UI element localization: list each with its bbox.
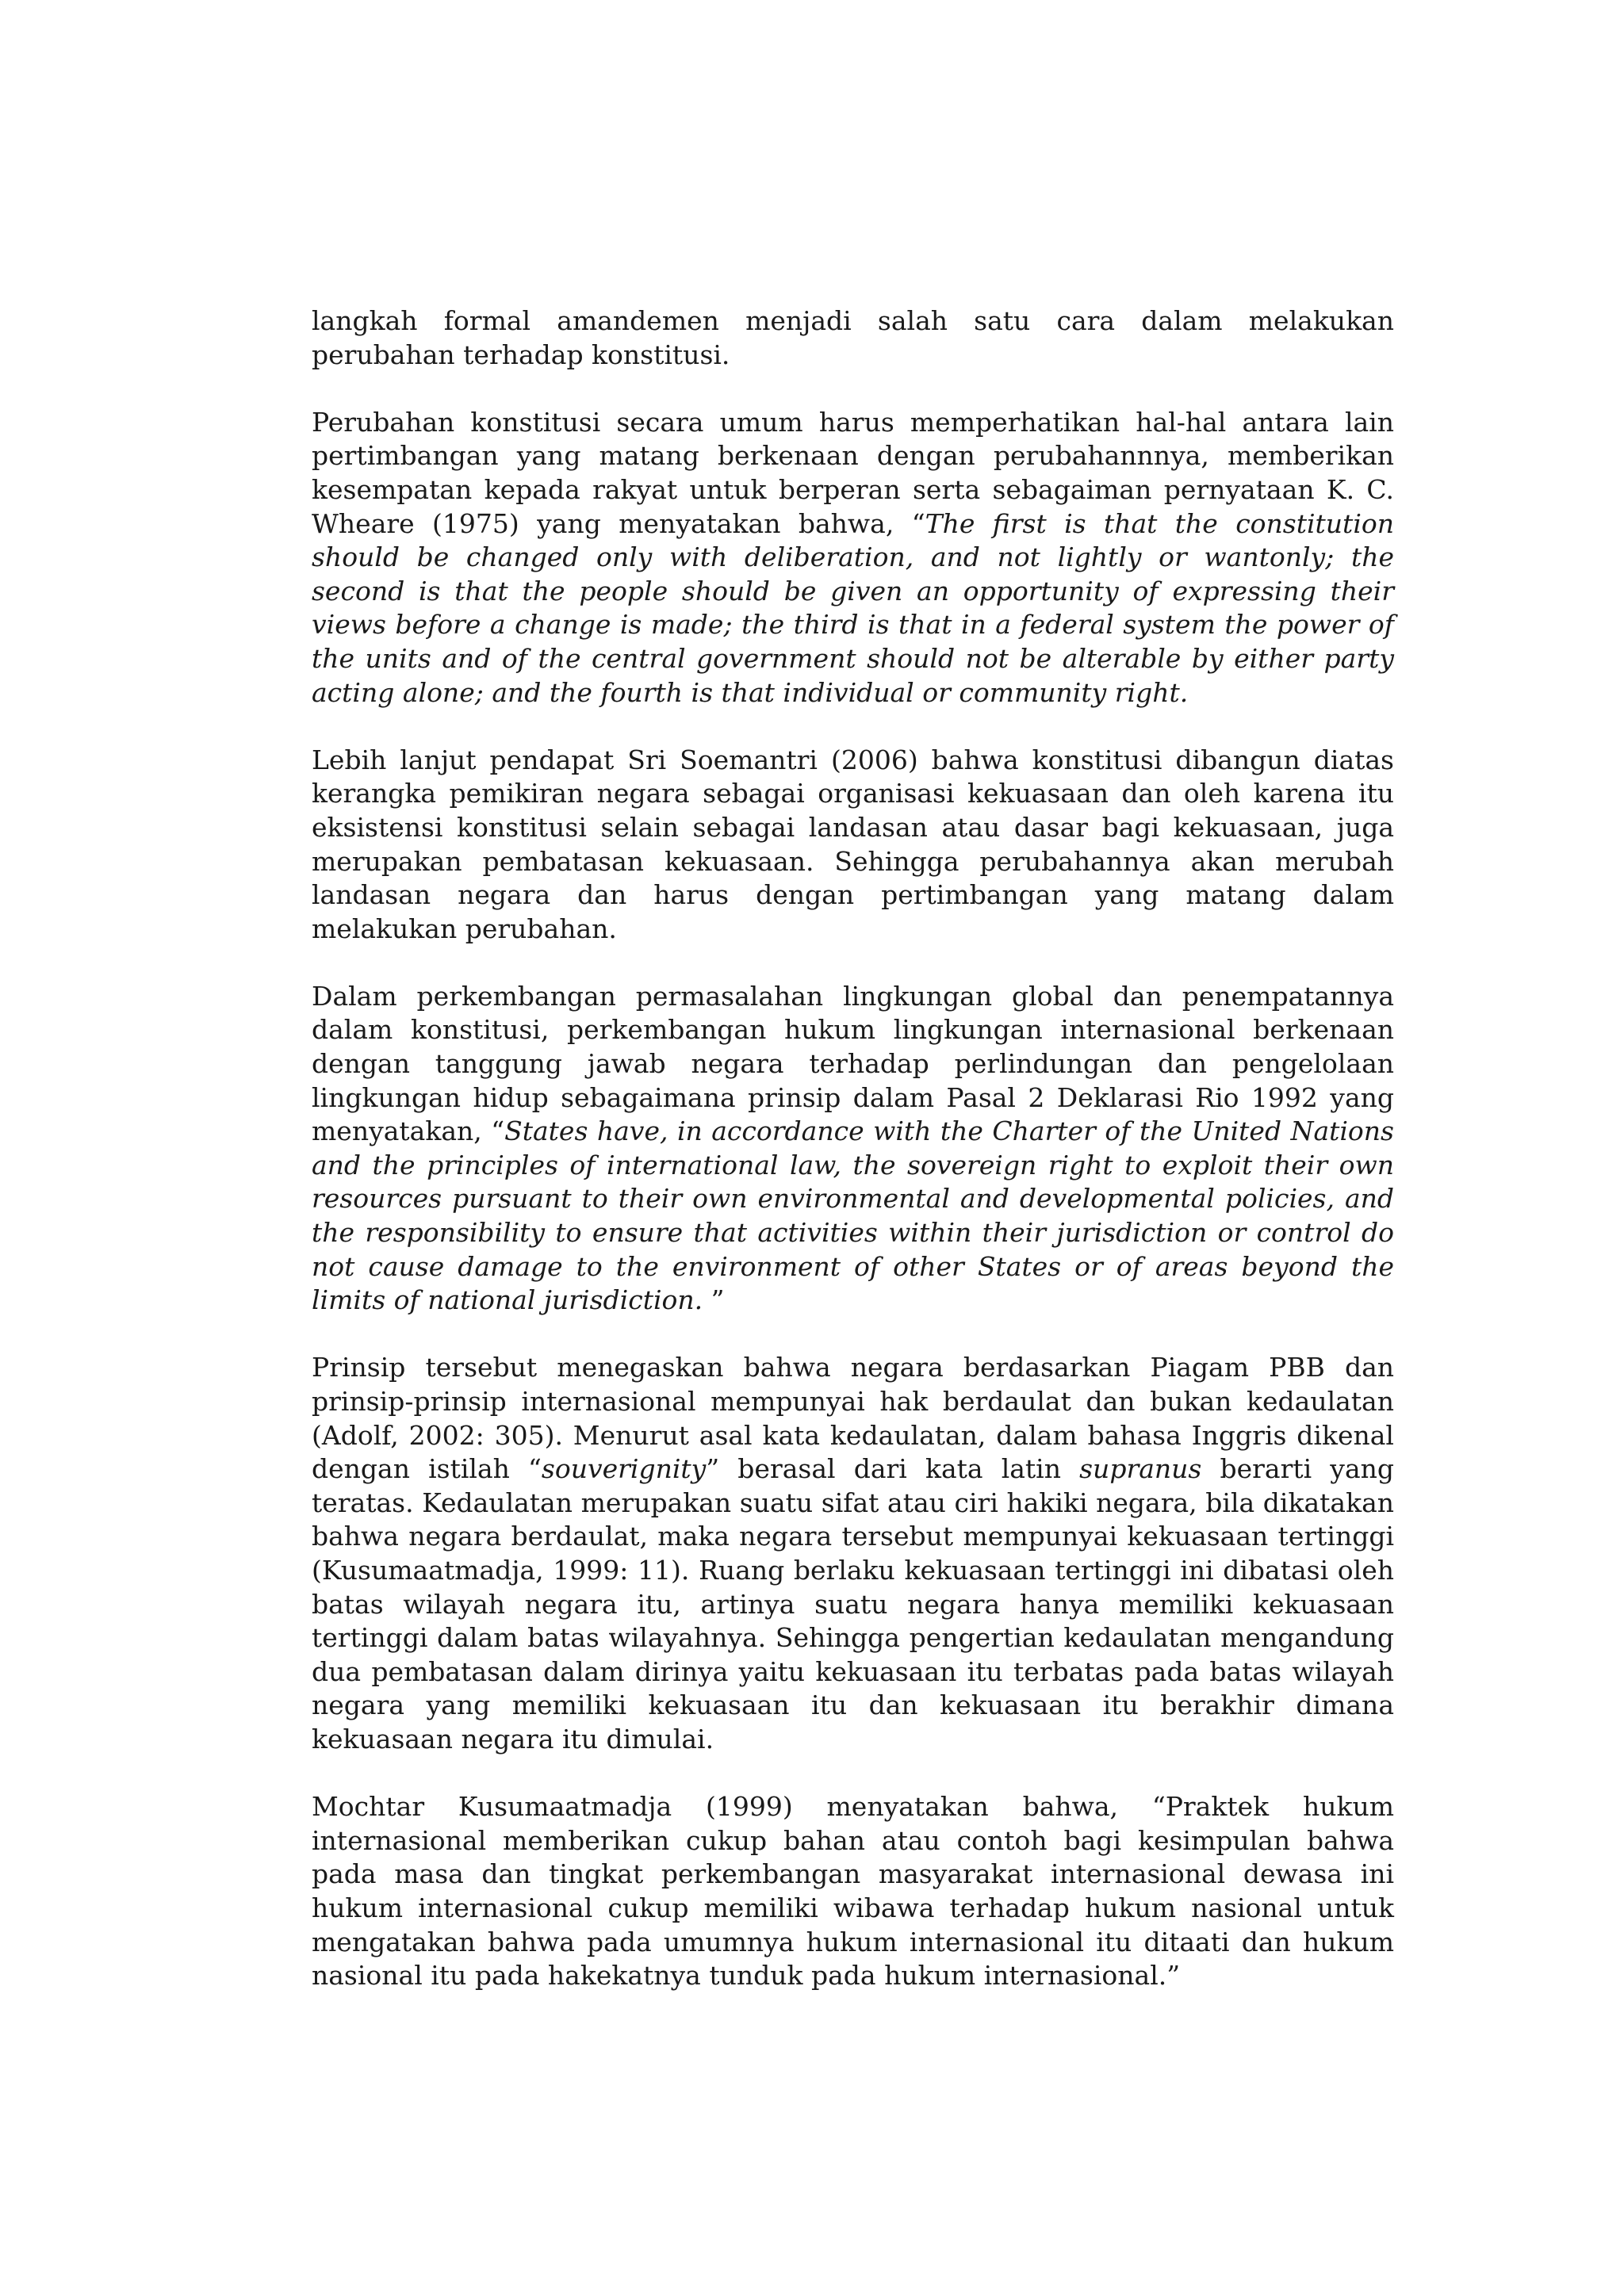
text-segment: ” [703, 1284, 725, 1316]
italic-term: souverignity [541, 1453, 707, 1485]
text-segment: berarti yang teratas. Kedaulatan merupakan suatu sifat atau ciri hakiki negara, bila dikatakan bahwa negara berdaulat, maka negara tersebut mempunyai kekuasaan tertinggi (Kusumaatmadja, 1999: 11). Ruang berlaku kekuasaan tertinggi ini dibatasi oleh batas wilayah negara itu, artinya suatu negara hanya memiliki kekuasaan tertinggi dalam batas wilayahnya. Sehingga pengertian kedaulatan mengandung dua pembatasan dalam dirinya yaitu kekuasaan itu terbatas pada batas wilayah negara yang memiliki kekuasaan itu dan kekuasaan itu berakhir dimana kekuasaan negara itu dimulai. [312, 1453, 1394, 1755]
paragraph-soemantri [312, 744, 1394, 947]
text-segment: ” berasal dari kata latin [706, 1453, 1080, 1485]
italic-quote: The first is that the constitution should be changed only with deliberation, and not lightly or wantonly; the second is that the people should be given an opportunity of expressing their views before a change is made; the third is that in a federal system the power of the units and of the central government should not be alterable by either party acting alone; and the fourth is that individual or community right. [312, 507, 1394, 708]
italic-quote: States have, in accordance with the Charter of the United Nations and the principles of international law, the sovereign right to exploit their own resources pursuant to their own environmental and developmental policies, and the responsibility to ensure that activities within their jurisdiction or control do not cause damage to the environment of other States or of areas beyond the limits of national jurisdiction. [312, 1115, 1394, 1316]
text-segment: Prinsip tersebut menegaskan bahwa negara berdasarkan Piagam PBB dan prinsip-prinsip internasional mempunyai hak berdaulat dan bukan kedaulatan (Adolf, 2002: 305). Menurut asal kata kedaulatan, dalam bahasa Inggris dikenal dengan istilah “ [312, 1352, 1394, 1485]
paragraph-rio-declaration [312, 980, 1394, 1318]
paragraph-kedaulatan [312, 1351, 1394, 1756]
text-segment: langkah formal amandemen menjadi salah satu cara dalam melakukan perubahan terhadap konstitusi. [312, 305, 1394, 370]
text-segment: Mochtar Kusumaatmadja (1999) menyatakan bahwa, “Praktek hukum internasional memberikan cukup bahan atau contoh bagi kesimpulan bahwa pada masa dan tingkat perkembangan masyarakat internasional dewasa ini hukum internasional cukup memiliki wibawa terhadap hukum nasional untuk mengatakan bahwa pada umumnya hukum internasional itu ditaati dan hukum nasional itu pada hakekatnya tunduk pada hukum internasional.” [312, 1791, 1394, 1992]
paragraph-wheare-quote [312, 406, 1394, 710]
italic-term: supranus [1079, 1453, 1202, 1485]
text-segment: Lebih lanjut pendapat Sri Soemantri (2006) bahwa konstitusi dibangun diatas kerangka pemikiran negara sebagai organisasi kekuasaan dan oleh karena itu eksistensi konstitusi selain sebagai landasan atau dasar bagi kekuasaan, juga merupakan pembatasan kekuasaan. Sehingga perubahannya akan merubah landasan negara dan harus dengan pertimbangan yang matang dalam melakukan perubahan. [312, 744, 1394, 944]
document-body [312, 304, 1394, 1993]
paragraph-amandemen [312, 304, 1394, 372]
paragraph-kusumaatmadja [312, 1790, 1394, 1993]
text-segment: Dalam perkembangan permasalahan lingkungan global dan penempatannya dalam konstitusi, perkembangan hukum lingkungan internasional berkenaan dengan tanggung jawab negara terhadap perlindungan dan pengelolaan lingkungan hidup sebagaimana prinsip dalam Pasal 2 Deklarasi Rio 1992 yang menyatakan, “ [312, 980, 1394, 1147]
text-segment: Perubahan konstitusi secara umum harus memperhatikan hal-hal antara lain pertimbangan yang matang berkenaan dengan perubahannnya, memberikan kesempatan kepada rakyat untuk berperan serta sebagaiman pernyataan K. C. Wheare (1975) yang menyatakan bahwa, “ [312, 406, 1394, 539]
